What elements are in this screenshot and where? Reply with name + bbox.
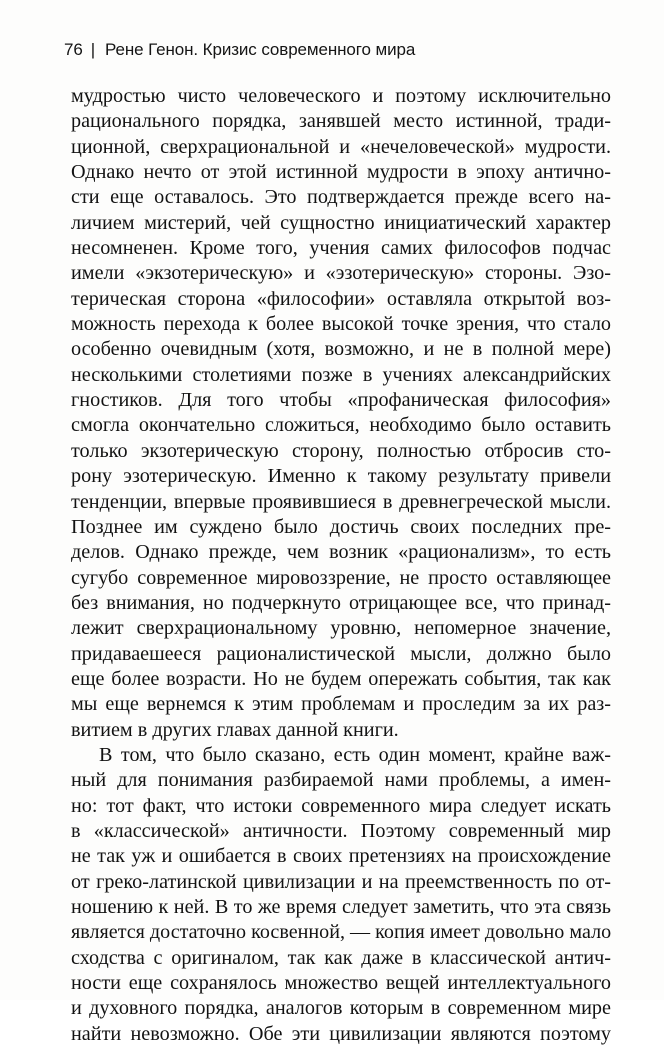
running-head xyxy=(64,40,415,60)
text-line: является достаточно косвенной, — копия имеет довольно мало xyxy=(71,921,612,944)
text-line: сходства с оригиналом, так как даже в классической антич- xyxy=(71,946,611,969)
paragraph-1 xyxy=(71,84,611,743)
page-number: 76 xyxy=(64,40,83,59)
text-line: но: тот факт, что истоки современного мира следует искать xyxy=(71,794,611,817)
text-line: личием мистерий, чей сущностно инициатический характер xyxy=(71,211,611,234)
text-line: не так уж и ошибается в своих претензиях на происхождение xyxy=(71,845,611,868)
running-title: Рене Генон. Кризис современного мира xyxy=(105,40,416,59)
text-line: найти невозможно. Обе эти цивилизации являются поэтому xyxy=(71,1022,611,1045)
text-line: лежит сверхрациональному уровню, непомерное значение, xyxy=(71,617,611,640)
text-line: ности еще сохранялось множество вещей интеллектуального xyxy=(71,972,611,995)
paragraph-2 xyxy=(71,743,611,1047)
text-line: можность перехода к более высокой точке зрения, что стало xyxy=(71,313,611,336)
text-line: делов. Однако прежде, чем возник «рационализм», то есть xyxy=(71,541,611,564)
text-line: сти еще оставалось. Это подтверждается прежде всего на- xyxy=(71,186,611,209)
text-line: несколькими столетиями позже в учениях александрийских xyxy=(71,363,611,386)
text-line: тенденции, впервые проявившиеся в древнегреческой мысли. xyxy=(71,490,611,513)
text-line: мудростью чисто человеческого и поэтому исключительно xyxy=(71,85,611,107)
text-line: В том, что было сказано, есть один момент, крайне важ- xyxy=(99,743,611,766)
text-line: имели «экзотерическую» и «эзотерическую» стороны. Эзо- xyxy=(71,262,611,285)
text-line: придаваешееся рационалистической мысли, должно было xyxy=(71,642,611,665)
text-line: рону эзотерическую. Именно к такому результату привели xyxy=(71,465,611,488)
text-line: мы еще вернемся к этим проблемам и проследим за их раз- xyxy=(71,693,611,716)
text-line: сугубо современное мировоззрение, не просто оставляющее xyxy=(71,566,611,589)
text-line: от греко-латинской цивилизации и на преемственность по от- xyxy=(71,870,611,893)
text-line: ношению к ней. В то же время следует заметить, что эта связь xyxy=(71,896,611,918)
text-line: терическая сторона «философии» оставляла открытой воз- xyxy=(71,287,611,310)
text-line: смогла окончательно сложиться, необходимо было оставить xyxy=(71,414,611,437)
text-line: ционной, сверхрациональной и «нечеловеческой» мудрости. xyxy=(71,135,611,158)
text-line: Позднее им суждено было достичь своих последних пре- xyxy=(71,515,611,538)
text-line: без внимания, но подчеркнуто отрицающее все, что принад- xyxy=(71,591,611,614)
header-separator: | xyxy=(90,40,96,59)
text-line: только экзотерическую сторону, полностью отбросив сто- xyxy=(71,439,611,462)
text-line: несомненен. Кроме того, учения самих философов подчас xyxy=(71,237,611,260)
text-line: Однако нечто от этой истинной мудрости в эпоху антично- xyxy=(71,161,611,184)
text-line: еще более возрасти. Но не будем опережать события, так как xyxy=(71,667,611,690)
text-line: в «классической» античности. Поэтому современный мир xyxy=(71,819,611,842)
text-line: ный для понимания разбираемой нами проблемы, а имен- xyxy=(71,769,611,792)
text-line: рационального порядка, занявшей место истинной, тради- xyxy=(71,110,611,133)
text-line: витием в других главах данной книги. xyxy=(71,718,399,741)
text-line: гностиков. Для того чтобы «профаническая философия» xyxy=(71,389,611,412)
text-line: особенно очевидным (хотя, возможно, и не в полной мере) xyxy=(71,338,611,361)
text-line: и духовного порядка, аналогов которым в современном мире xyxy=(71,997,611,1020)
body-text xyxy=(71,84,611,1047)
